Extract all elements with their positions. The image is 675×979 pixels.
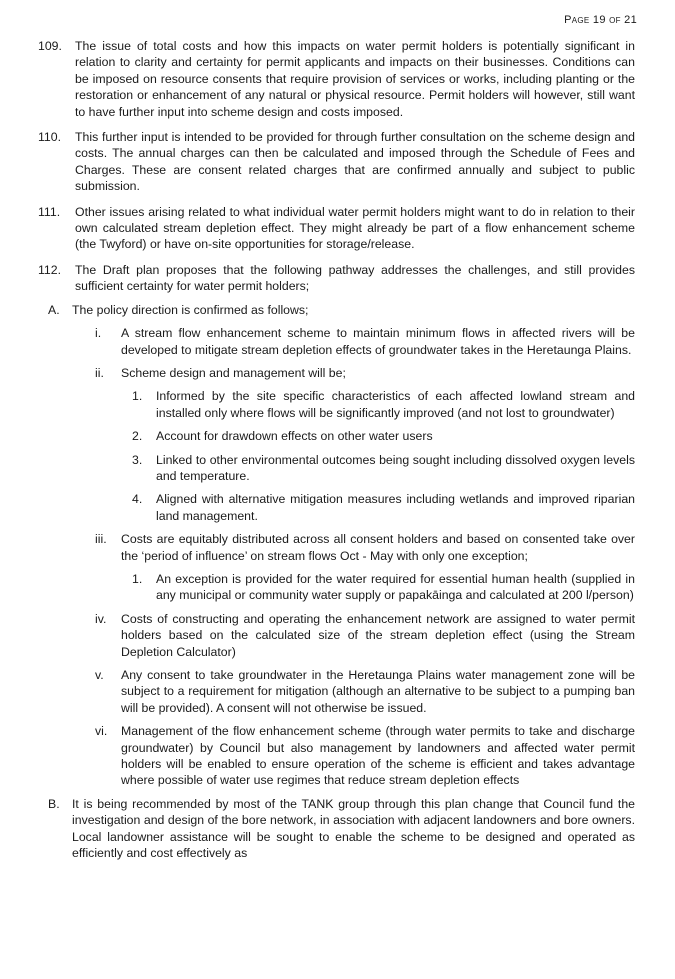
document-body: [38, 38, 635, 868]
list-label: 3.: [132, 452, 143, 467]
paragraph-text: The Draft plan proposes that the following pathway addresses the challenges, and still provides sufficient certainty for water permit holders;: [75, 262, 635, 294]
list-item-2: [132, 428, 635, 444]
policy-list: [72, 325, 635, 789]
list-text: Any consent to take groundwater in the Heretaunga Plains water management zone will be subject to a requirement for mitigation (although an alternative to be subject to a pumping ban will be provided). A consent will not otherwise be issued.: [121, 668, 635, 715]
paragraph-112: [38, 262, 635, 295]
list-item-ii: [95, 365, 635, 524]
list-text: Informed by the site specific characteristics of each affected lowland stream and installed only where flows will be significantly improved (and not lost to groundwater): [156, 389, 635, 420]
list-text: Costs of constructing and operating the enhancement network are assigned to water permit holders based on the calculated size of the stream depletion effect (using the Stream Depletion Calculator): [121, 611, 635, 659]
list-label: vi.: [95, 724, 108, 739]
list-label: iii.: [95, 532, 107, 547]
paragraph-110: [38, 129, 635, 195]
list-text: The policy direction is confirmed as follows;: [72, 302, 309, 317]
list-item-a: [48, 302, 635, 789]
paragraph-number: 111.: [38, 204, 61, 219]
list-label: i.: [95, 326, 102, 341]
paragraph-109: [38, 38, 635, 120]
list-text: Costs are equitably distributed across all consent holders and based on consented take over the ‘period of influence’ on stream flows Oct - May with only one exception;: [121, 532, 635, 563]
page-number: Page 19 of 21: [564, 14, 637, 26]
list-text: Account for drawdown effects on other water users: [156, 429, 433, 444]
list-item-vi: [95, 723, 635, 789]
pathway-list: [1, 302, 635, 862]
scheme-design-list: [121, 388, 635, 524]
list-item-1: [132, 388, 635, 421]
paragraph-text: Other issues arising related to what individual water permit holders might want to do in relation to their own calculated stream depletion effect. They might already be part of a flow enhancement scheme (the Twyford) or have on-site opportunities for storage/release.: [75, 204, 635, 252]
list-item-iii: [95, 531, 635, 604]
list-label: B.: [48, 796, 60, 811]
list-label: v.: [95, 668, 104, 682]
list-label: 1.: [132, 389, 143, 404]
list-item-1: [132, 571, 635, 604]
paragraph-number: 110.: [38, 130, 62, 145]
exception-list: [121, 571, 635, 604]
paragraph-111: [38, 204, 635, 253]
list-text: Management of the flow enhancement scheme (through water permits to take and discharge groundwater) by Council but also management by landowners and affected water permit holders will be enabled to ensure operation of the scheme is efficient and takes advantage where possible of water use regimes that reduce stream depletion effects: [121, 724, 635, 788]
list-label: ii.: [95, 365, 104, 380]
list-label: 1.: [132, 571, 143, 586]
list-label: 4.: [132, 492, 143, 507]
list-item-3: [132, 452, 635, 485]
list-label: iv.: [95, 611, 107, 626]
paragraph-text: This further input is intended to be provided for through further consultation on the scheme design and costs. The annual charges can then be calculated and imposed through the Schedule of Fees and Charges. These are consent related charges that are confirmed annually and subject to public submission.: [75, 130, 635, 194]
list-text: Linked to other environmental outcomes being sought including dissolved oxygen levels and temperature.: [156, 452, 635, 483]
list-text: Aligned with alternative mitigation measures including wetlands and improved riparian land management.: [156, 492, 635, 523]
paragraph-text: The issue of total costs and how this impacts on water permit holders is potentially significant in relation to clarity and certainty for permit applicants and impacts on their businesses. Conditions can be imposed on resource consents that require provision of services or works, including planting or the restoration or enhancement of any natural or physical resource. Permit holders will however, still want to have further input into scheme design and costs imposed.: [75, 39, 635, 119]
list-text: A stream flow enhancement scheme to maintain minimum flows in affected rivers will be developed to mitigate stream depletion effects of groundwater takes in the Heretaunga Plains.: [121, 326, 635, 357]
paragraph-number: 109.: [38, 39, 62, 53]
paragraph-number: 112.: [38, 262, 62, 277]
list-text: Scheme design and management will be;: [121, 365, 346, 380]
list-text: An exception is provided for the water required for essential human health (supplied in any municipal or community water supply or papakāinga and calculated at 200 l/person): [156, 571, 635, 603]
list-item-i: [95, 325, 635, 358]
list-label: A.: [48, 302, 60, 317]
list-item-iv: [95, 611, 635, 660]
list-text: It is being recommended by most of the TANK group through this plan change that Council fund the investigation and design of the bore network, in association with adjacent landowners and bore owners. Local landowner assistance will be sought to enable the scheme to be designed and operated as efficiently and cost effectively as: [72, 796, 635, 861]
list-item-4: [132, 491, 635, 524]
list-item-b: [48, 796, 635, 862]
list-item-v: [95, 667, 635, 716]
list-label: 2.: [132, 429, 143, 444]
